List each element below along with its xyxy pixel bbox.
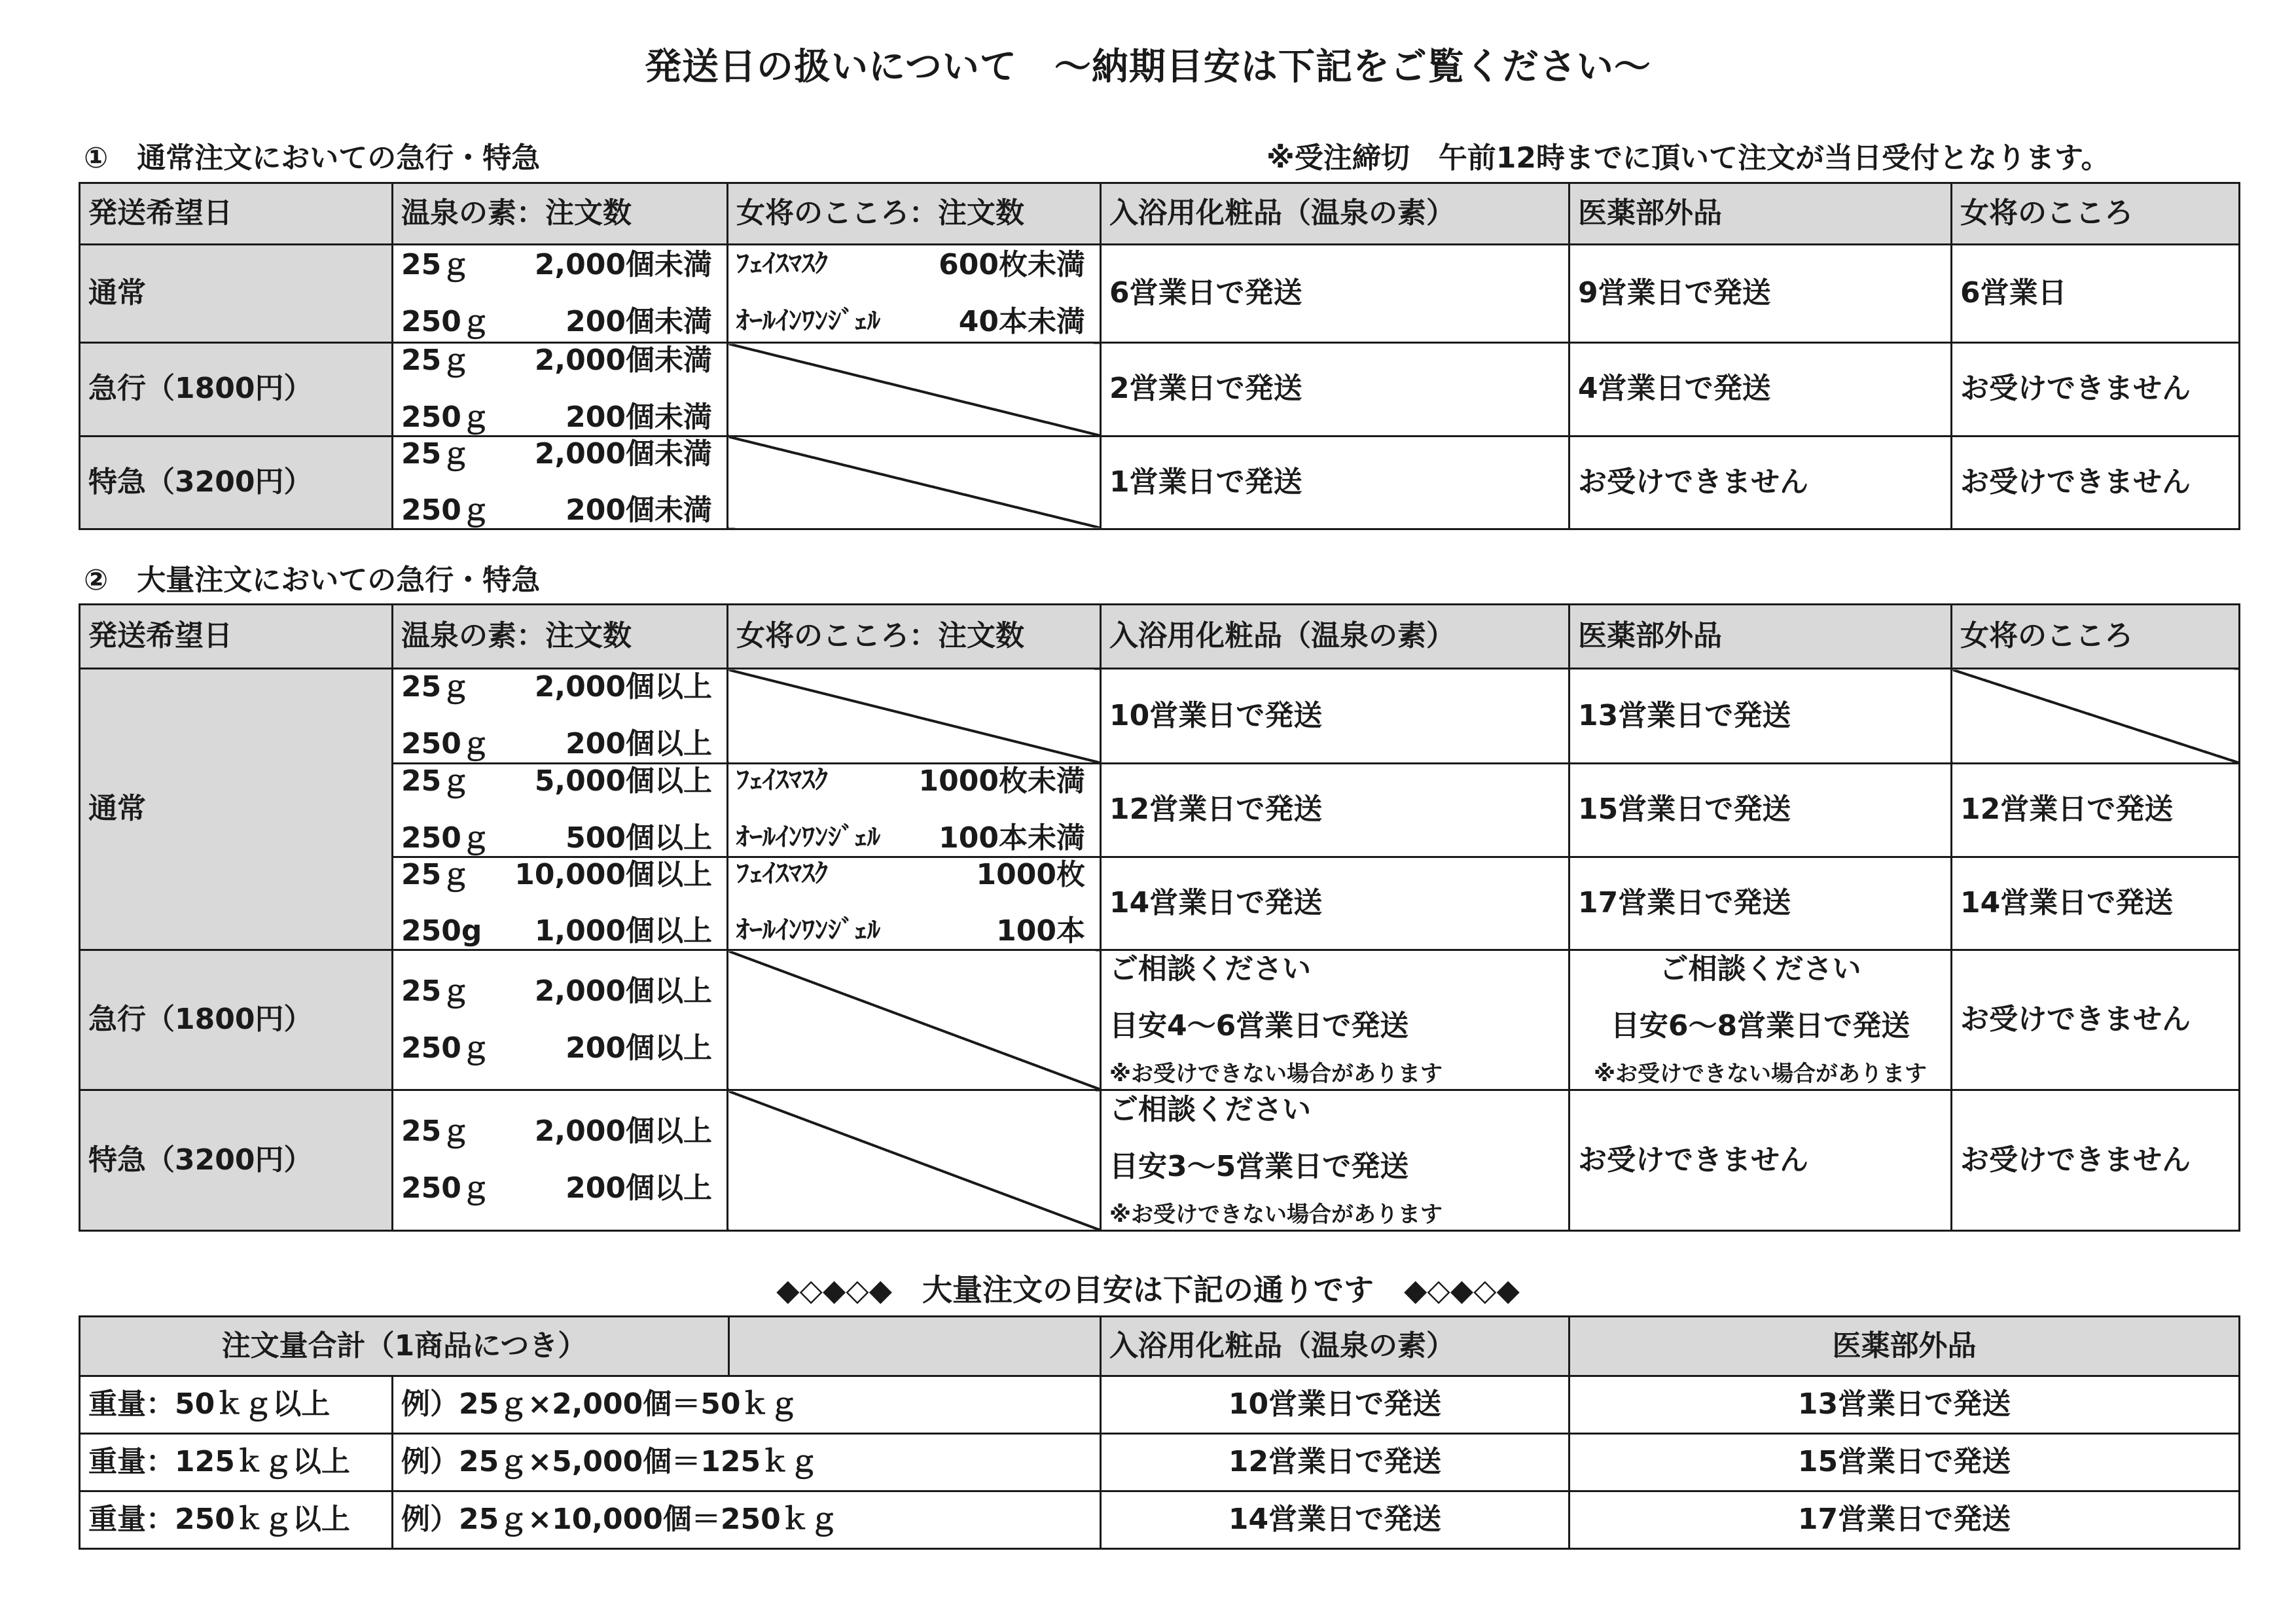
cosmetic-cell: ご相談ください 目安4～6営業日で発送 ※お受けできない場合があります (1101, 950, 1570, 1090)
order-deadline-note: ※受注締切 午前12時までに頂いて注文が当日受付となります。 (1266, 141, 2110, 175)
cosmetic-cell: 14営業日で発送 (1101, 857, 1570, 950)
row-label: 急行（1800円） (80, 950, 393, 1090)
empty-slash-cell (728, 343, 1101, 437)
okami-cell: お受けできません (1952, 343, 2240, 437)
quasi-drug-cell: 15営業日で発送 (1570, 1434, 2240, 1491)
example-cell: 例）25ｇ×5,000個＝125ｋｇ (393, 1434, 1101, 1491)
bulk-guide-table (79, 1315, 2240, 1550)
weight-cell: 重量：125ｋｇ以上 (80, 1434, 393, 1491)
bulk-guide-banner: ◆◇◆◇◆ 大量注文の目安は下記の通りです ◆◇◆◇◆ (776, 1272, 1520, 1308)
table-row (80, 857, 2240, 950)
quasi-drug-cell: 15営業日で発送 (1570, 764, 1952, 857)
header-cell: 女将のこころ (1952, 605, 2240, 669)
row-label: 通常 (80, 245, 393, 343)
normal-order-table (79, 182, 2240, 530)
weight-cell: 重量：250ｋｇ以上 (80, 1491, 393, 1549)
header-cell: 温泉の素：注文数 (393, 183, 728, 245)
onsen-qty-cell: 25ｇ 2,000個未満 250ｇ 200個未満 (393, 343, 728, 437)
quasi-drug-cell: 4営業日で発送 (1570, 343, 1952, 437)
onsen-qty-cell: 25ｇ 2,000個以上 250ｇ 200個以上 (393, 669, 728, 764)
table-row (80, 245, 2240, 343)
header-cell: 入浴用化粧品（温泉の素） (1101, 605, 1570, 669)
table-row (80, 1090, 2240, 1231)
empty-slash-cell (728, 1090, 1101, 1231)
empty-slash-cell (1952, 669, 2240, 764)
cosmetic-cell: 2営業日で発送 (1101, 343, 1570, 437)
header-cell: 入浴用化粧品（温泉の素） (1101, 183, 1570, 245)
row-label: 特急（3200円） (80, 436, 393, 529)
table-row (80, 1434, 2240, 1491)
header-cell: 発送希望日 (80, 605, 393, 669)
okami-cell: お受けできません (1952, 436, 2240, 529)
cosmetic-cell: 1営業日で発送 (1101, 436, 1570, 529)
table-row (80, 1376, 2240, 1434)
okami-qty-cell: ﾌｪｲｽﾏｽｸ 600枚未満 ｵｰﾙｲﾝﾜﾝｼﾞｪﾙ 40本未満 (728, 245, 1101, 343)
okami-cell: 12営業日で発送 (1952, 764, 2240, 857)
empty-slash-cell (728, 436, 1101, 529)
quasi-drug-cell: お受けできません (1570, 436, 1952, 529)
quasi-drug-cell: 17営業日で発送 (1570, 1491, 2240, 1549)
table-header-row (80, 1317, 2240, 1376)
quasi-drug-cell: 9営業日で発送 (1570, 245, 1952, 343)
cosmetic-cell: 14営業日で発送 (1101, 1491, 1570, 1549)
onsen-qty-cell: 25ｇ 2,000個未満 250ｇ 200個未満 (393, 436, 728, 529)
quasi-drug-cell: 13営業日で発送 (1570, 669, 1952, 764)
bulk-order-table (79, 603, 2240, 1232)
header-cell: 医薬部外品 (1570, 183, 1952, 245)
header-cell: 入浴用化粧品（温泉の素） (1101, 1317, 1570, 1376)
section2-label: ② 大量注文においての急行・特急 (84, 563, 541, 597)
page-title: 発送日の扱いについて ～納期目安は下記をご覧ください～ (645, 46, 1651, 88)
header-cell: 女将のこころ (1952, 183, 2240, 245)
table-row (80, 950, 2240, 1090)
header-cell: 女将のこころ：注文数 (728, 183, 1101, 245)
cosmetic-cell: 12営業日で発送 (1101, 1434, 1570, 1491)
header-cell: 温泉の素：注文数 (393, 605, 728, 669)
weight-cell: 重量：50ｋｇ以上 (80, 1376, 393, 1434)
cosmetic-cell: 6営業日で発送 (1101, 245, 1570, 343)
table-row (80, 669, 2240, 764)
okami-qty-cell: ﾌｪｲｽﾏｽｸ 1000枚未満 ｵｰﾙｲﾝﾜﾝｼﾞｪﾙ 100本未満 (728, 764, 1101, 857)
onsen-qty-cell: 25ｇ 10,000個以上 250g 1,000個以上 (393, 857, 728, 950)
row-label: 急行（1800円） (80, 343, 393, 437)
cosmetic-cell: ご相談ください 目安3～5営業日で発送 ※お受けできない場合があります (1101, 1090, 1570, 1231)
empty-slash-cell (728, 950, 1101, 1090)
okami-cell: お受けできません (1952, 950, 2240, 1090)
okami-qty-cell: ﾌｪｲｽﾏｽｸ 1000枚 ｵｰﾙｲﾝﾜﾝｼﾞｪﾙ 100本 (728, 857, 1101, 950)
table-row (80, 764, 2240, 857)
header-cell: 医薬部外品 (1570, 605, 1952, 669)
table-row (80, 436, 2240, 529)
okami-cell: 14営業日で発送 (1952, 857, 2240, 950)
onsen-qty-cell: 25ｇ 2,000個以上 250ｇ 200個以上 (393, 950, 728, 1090)
header-cell (80, 1317, 1101, 1376)
quasi-drug-cell: 17営業日で発送 (1570, 857, 1952, 950)
cosmetic-cell: 10営業日で発送 (1101, 669, 1570, 764)
example-cell: 例）25ｇ×2,000個＝50ｋｇ (393, 1376, 1101, 1434)
header-cell: 注文量合計（1商品につき） (81, 1317, 730, 1375)
table-row (80, 343, 2240, 437)
onsen-qty-cell: 25ｇ 2,000個以上 250ｇ 200個以上 (393, 1090, 728, 1231)
table-header-row (80, 605, 2240, 669)
quasi-drug-cell: 13営業日で発送 (1570, 1376, 2240, 1434)
cosmetic-cell: 10営業日で発送 (1101, 1376, 1570, 1434)
cosmetic-cell: 12営業日で発送 (1101, 764, 1570, 857)
onsen-qty-cell: 25ｇ 5,000個以上 250ｇ 500個以上 (393, 764, 728, 857)
onsen-qty-cell: 25ｇ 2,000個未満 250ｇ 200個未満 (393, 245, 728, 343)
okami-cell: 6営業日 (1952, 245, 2240, 343)
quasi-drug-cell: ご相談ください 目安6～8営業日で発送 ※お受けできない場合があります (1570, 950, 1952, 1090)
header-cell: 発送希望日 (80, 183, 393, 245)
row-label: 特急（3200円） (80, 1090, 393, 1231)
section1-label: ① 通常注文においての急行・特急 (84, 141, 541, 175)
header-cell-empty (730, 1317, 1100, 1375)
row-label: 通常 (80, 669, 393, 950)
table-header-row (80, 183, 2240, 245)
header-cell: 医薬部外品 (1570, 1317, 2240, 1376)
header-cell: 女将のこころ：注文数 (728, 605, 1101, 669)
okami-cell: お受けできません (1952, 1090, 2240, 1231)
quasi-drug-cell: お受けできません (1570, 1090, 1952, 1231)
empty-slash-cell (728, 669, 1101, 764)
table-row (80, 1491, 2240, 1549)
example-cell: 例）25ｇ×10,000個＝250ｋｇ (393, 1491, 1101, 1549)
